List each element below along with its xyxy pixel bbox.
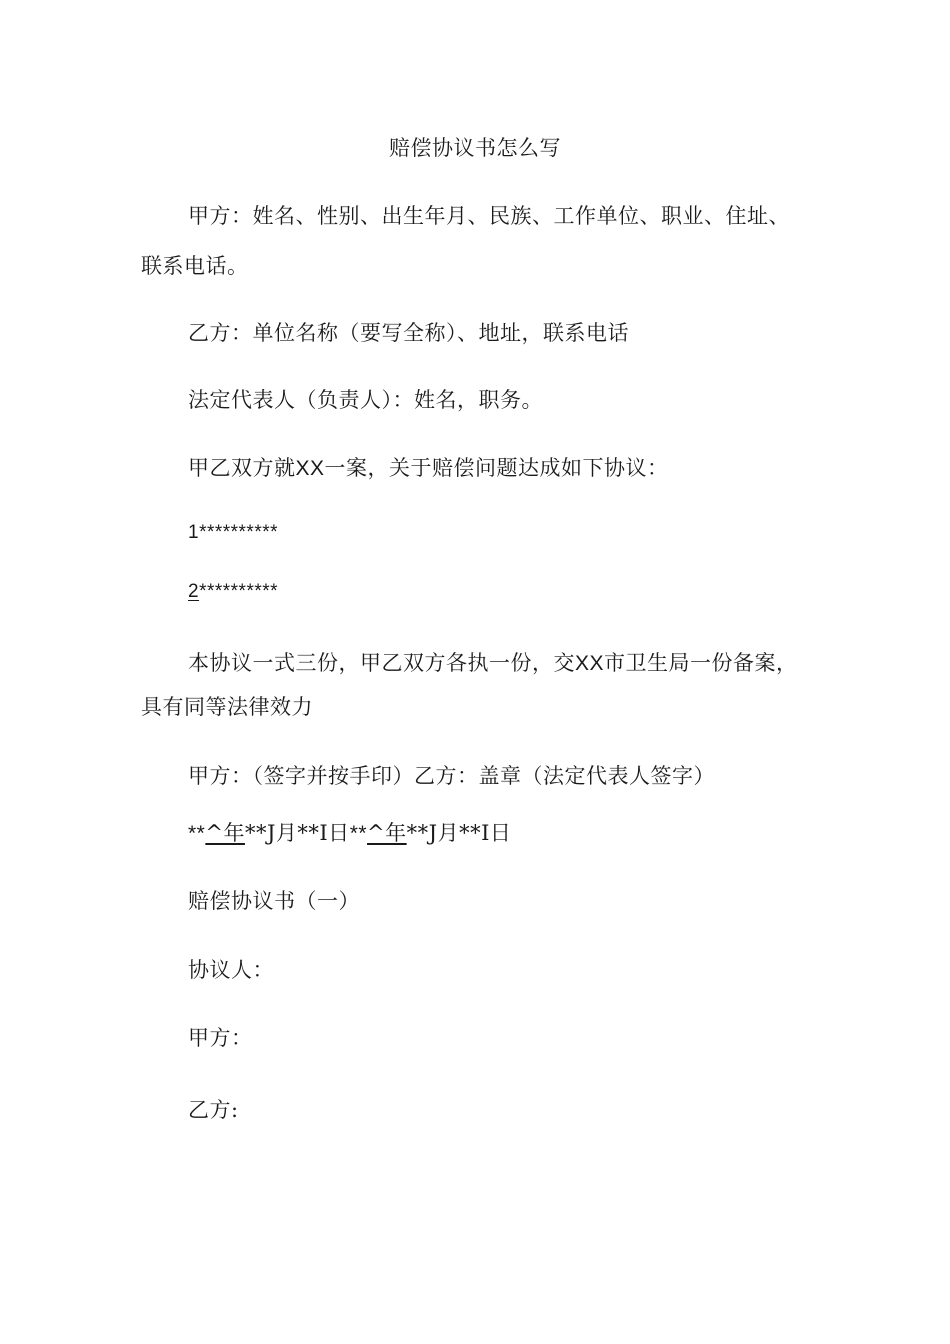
- party-a-line-2: 联系电话。: [141, 254, 249, 278]
- agreement-item-2-text: **********: [199, 581, 279, 602]
- date-b-rest: **J月**I日: [406, 821, 512, 845]
- section-title: 赔偿协议书（一）: [188, 889, 360, 913]
- agreement-item-1: 1**********: [188, 522, 279, 543]
- date-a-prefix: **: [188, 822, 206, 845]
- signature-line: 甲方：（签字并按手印）乙方：盖章（法定代表人签字）: [188, 764, 715, 788]
- date-a-year: ^年: [205, 821, 245, 845]
- date-a-rest: **J月**I日: [244, 821, 350, 845]
- copies-pre: 本协议一式三份，甲乙双方各执一份，交: [188, 651, 575, 675]
- date-b-year: ^年: [367, 821, 407, 845]
- party-b-line: 乙方：单位名称（要写全称）、地址，联系电话: [188, 321, 629, 345]
- date-line: [188, 820, 511, 847]
- copies-city: XX: [575, 652, 605, 675]
- copies-line-2: 具有同等法律效力: [141, 695, 313, 719]
- party-b-label: 乙方:: [188, 1098, 239, 1122]
- parties-label: 协议人：: [188, 958, 274, 982]
- agreement-intro-post: 一案，关于赔偿问题达成如下协议：: [324, 456, 669, 480]
- document-title: 赔偿协议书怎么写: [389, 136, 561, 160]
- legal-representative-line: 法定代表人（负责人）：姓名，职务。: [188, 388, 543, 412]
- agreement-item-2-number: 2: [188, 581, 200, 602]
- agreement-intro-case: XX: [295, 457, 325, 480]
- copies-line-1: [188, 650, 798, 677]
- party-a-line-1: 甲方：姓名、性别、出生年月、民族、工作单位、职业、住址、: [188, 204, 790, 228]
- copies-post: 市卫生局一份备案，: [604, 651, 798, 675]
- date-b-prefix: **: [349, 822, 368, 845]
- party-a-label: 甲方：: [188, 1026, 253, 1050]
- agreement-intro: [188, 455, 669, 482]
- agreement-item-2: [188, 579, 278, 605]
- agreement-intro-pre: 甲乙双方就: [188, 456, 296, 480]
